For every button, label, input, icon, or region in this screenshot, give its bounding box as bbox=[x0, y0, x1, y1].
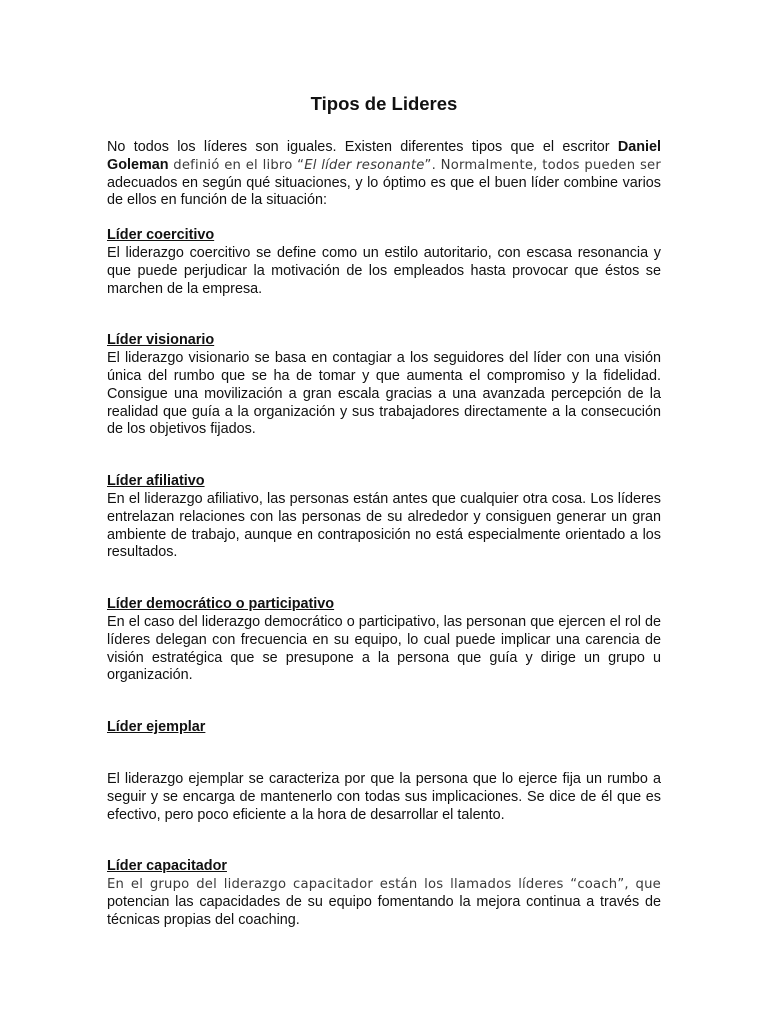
section-body: El liderazgo ejemplar se caracteriza por que la persona que lo ejerce fija un rumbo a seguir y se encarga de mantenerlo con todas sus implicaciones. Se dice de él que es efectivo, pero poco eficiente a la hora de desarrollar el talento. bbox=[107, 770, 661, 823]
intro-text-4: adecuados en según qué situaciones, y lo óptimo es que el buen líder combine varios de ellos en función de la situación: bbox=[107, 174, 661, 209]
section-heading: Líder afiliativo bbox=[107, 473, 205, 490]
section-ejemplar bbox=[107, 719, 661, 824]
intro-text-3: ”. Normalmente, todos pueden ser bbox=[424, 157, 661, 173]
section-heading: Líder democrático o participativo bbox=[107, 596, 335, 613]
author-name: Daniel Goleman bbox=[107, 139, 661, 173]
section-heading: Líder coercitivo bbox=[107, 227, 215, 244]
section-heading: Líder ejemplar bbox=[107, 719, 206, 736]
document-page bbox=[107, 92, 661, 930]
document-title: Tipos de Lideres bbox=[310, 93, 458, 114]
section-visionario bbox=[107, 332, 661, 439]
section-body-part1: En el grupo del liderazgo capacitador están los llamados líderes “coach”, que bbox=[107, 877, 661, 893]
intro-text-2: definió en el libro “ bbox=[168, 157, 305, 173]
section-body: El liderazgo visionario se basa en contagiar a los seguidores del líder con una visión única del rumbo que se ha de tomar y que aumenta el compromiso y la fidelidad. Consigue una movilización a gran escala gracias a una avanzada percepción de la realidad que guía a la organización y sus trabajadores directamente a la consecución de los objetivos fijados. bbox=[107, 350, 661, 438]
section-body bbox=[107, 876, 661, 929]
book-title: El líder resonante bbox=[304, 157, 425, 173]
section-body: En el liderazgo afiliativo, las personas están antes que cualquier otra cosa. Los líderes entrelazan relaciones con las personas de su alrededor y consiguen generar un gran ambiente de trabajo, aunque en contraposición no está especialmente orientado a los resultados. bbox=[107, 490, 661, 561]
section-body-part2: potencian las capacidades de su equipo fomentando la mejora continua a través de técnicas propias del coaching. bbox=[107, 893, 661, 928]
section-coercitivo bbox=[107, 227, 661, 298]
section-body: El liderazgo coercitivo se define como un estilo autoritario, con escasa resonancia y que puede perjudicar la motivación de los empleados hasta provocar que éstos se marchen de la empresa. bbox=[107, 244, 661, 297]
section-heading: Líder visionario bbox=[107, 332, 215, 349]
section-capacitador bbox=[107, 858, 661, 929]
intro-paragraph bbox=[107, 139, 661, 210]
section-afiliativo bbox=[107, 473, 661, 562]
section-body: En el caso del liderazgo democrático o participativo, las personan que ejercen el rol de líderes delegan con frecuencia en su equipo, lo cual puede implicar una carencia de visión estratégica que se presupone a la persona que guía y dirige un grupo u organización. bbox=[107, 613, 661, 684]
section-heading: Líder capacitador bbox=[107, 858, 227, 875]
section-democratico bbox=[107, 596, 661, 685]
intro-text-1: No todos los líderes son iguales. Existen diferentes tipos que el escritor bbox=[107, 139, 618, 155]
